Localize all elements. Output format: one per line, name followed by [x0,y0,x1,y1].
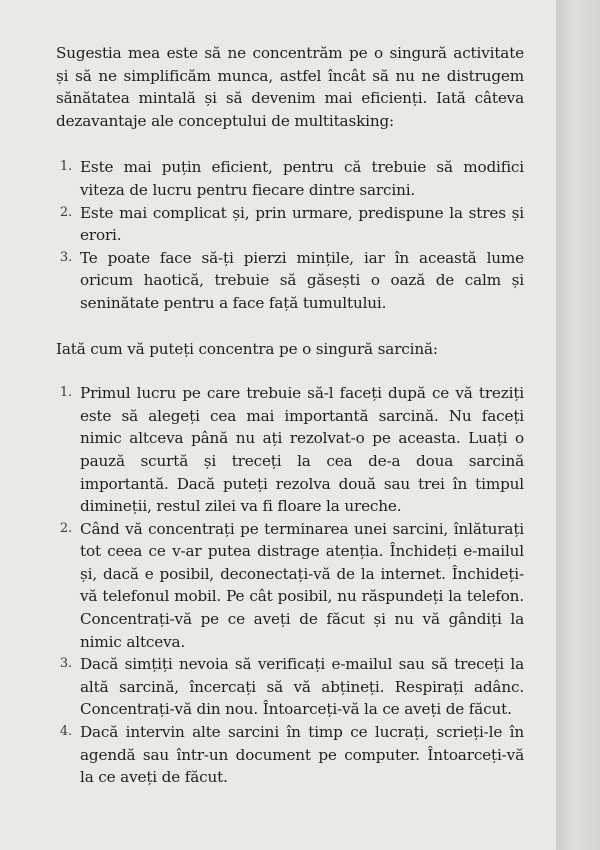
list-item-text: Este mai puțin eficient, pentru că trebuie să modifici viteza de lucru pentru fiecare dintre sarcini. [80,158,524,199]
list-number: 1. [59,159,72,175]
list-number: 3. [59,249,72,265]
list-item-text: Când vă concentrați pe terminarea unei sarcini, înlăturați tot ceea ce v-ar putea distrage atenția. Închideți e-mailul și, dacă e posibil, deconectați-vă de la internet. Închideți-vă telefonul mobil. Pe cât posibil, nu răspundeți la telefon. Concentrați-vă pe ce aveți de făcut și nu vă gândiți la nimic altceva. [80,519,524,651]
list-item [56,518,524,654]
list-item-text: Te poate face să-ți pierzi mințile, iar în această lume oricum haotică, trebuie să găsești o oază de calm și seninătate pentru a face față tumultului. [80,248,524,312]
page-edge [556,0,600,850]
list-item-text: Dacă intervin alte sarcini în timp ce lucrați, scrieți-le în agendă sau într-un document pe computer. Întoarceți-vă la ce aveți de făcut. [80,723,524,787]
list-number: 1. [59,385,72,401]
list-number: 2. [59,204,72,220]
list-number: 3. [59,656,72,672]
intro-paragraph: Sugestia mea este să ne concentrăm pe o singură activitate și să ne simplificăm munca, astfel încât să nu ne distrugem sănătatea mintală și să devenim mai eficienți. Iată câteva dezavantaje ale conceptului de multitasking: [56,44,524,130]
list-item [56,156,524,201]
page-content [56,42,524,789]
list-item [56,247,524,315]
list-item [56,382,524,518]
list-item [56,202,524,247]
list-item-text: Primul lucru pe care trebuie să-l faceți după ce vă treziți este să alegeți cea mai importantă sarcină. Nu faceți nimic altceva până nu ați rezolvat-o pe aceasta. Luați o pauză scurtă și treceți la cea de-a doua sarcină importantă. Dacă puteți rezolva două sau trei în timpul dimineții, restul zilei va fi floare la ureche. [80,384,524,516]
list-item-text: Este mai complicat și, prin urmare, predispune la stres și erori. [80,203,524,245]
steps-heading: Iată cum vă puteți concentra pe o singură sarcină: [56,339,438,358]
disadvantages-list [56,156,524,314]
list-item-text: Dacă simțiți nevoia să verificați e-mailul sau să treceți la altă sarcină, încercați să vă abțineți. Respirați adânc. Concentrați-vă din nou. Întoarceți-vă la ce aveți de făcut. [80,655,524,719]
list-number: 4. [59,724,72,740]
list-number: 2. [59,520,72,536]
list-item [56,653,524,721]
list-item [56,721,524,789]
steps-list [56,382,524,789]
